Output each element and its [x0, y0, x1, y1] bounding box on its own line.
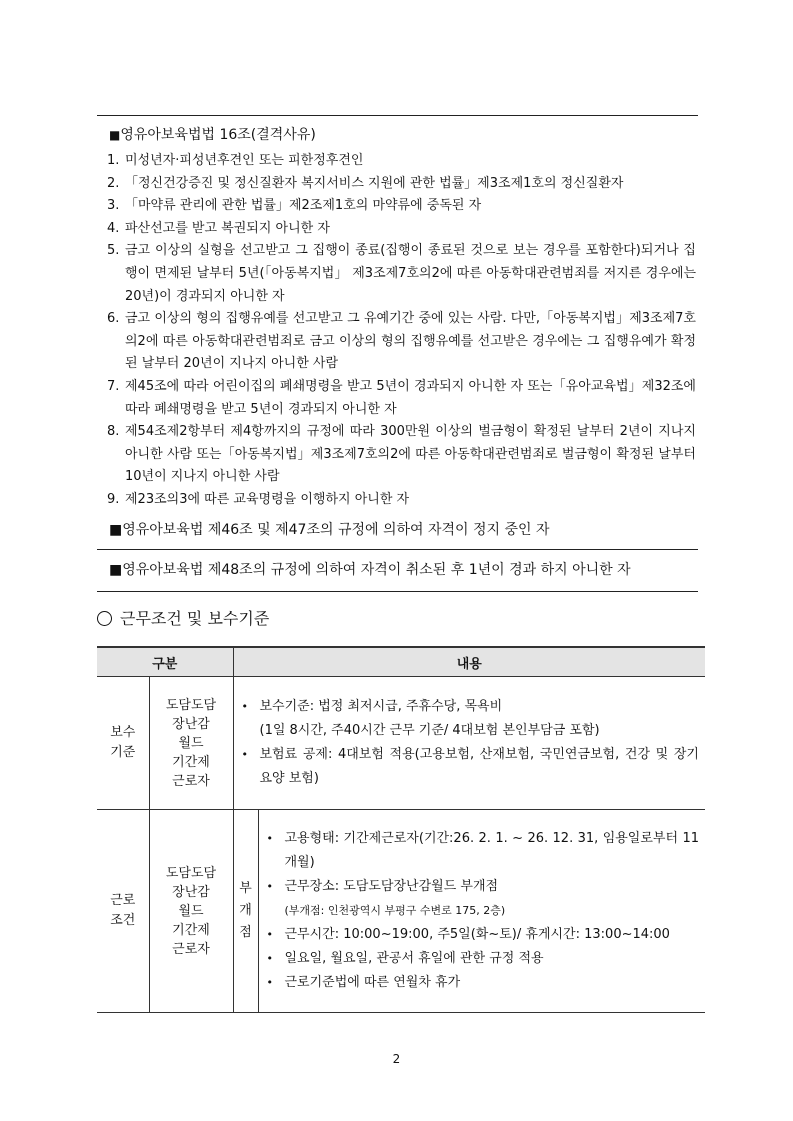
bullet-subtext: (부개점: 인천광역시 부평구 수변로 175, 2층)	[284, 904, 506, 917]
bullet-item	[267, 971, 700, 995]
list-item	[107, 489, 698, 512]
table-row-pay	[97, 677, 705, 810]
work-category: 근로 조건	[97, 810, 149, 1013]
table-row-work	[97, 810, 705, 1013]
list-item-number: 2.	[107, 175, 120, 191]
header-category: 구분	[97, 647, 233, 677]
divider	[97, 549, 698, 550]
bullet-item	[267, 923, 700, 947]
list-item-number: 5.	[107, 243, 120, 259]
list-item	[107, 218, 698, 241]
list-item-text: 금고 이상의 실형을 선고받고 그 집행이 종료(집행이 종료된 것으로 보는 경우를 포함한다)되거나 집행이 면제된 날부터 5년(「아동복지법」 제3조제7호의2에 따른 아동학대관련범죄를 저지른 경우에는 20년)이 경과되지 아니한 자	[125, 243, 696, 304]
bullet-item	[242, 743, 700, 791]
list-item	[107, 195, 698, 218]
header-content: 내용	[233, 647, 705, 677]
bullet-text: 보험료 공제: 4대보험 적용(고용보험, 산재보험, 국민연금보험, 건강 및 장기요양 보험)	[259, 747, 699, 786]
bullet-text: 보수기준: 법정 최저시급, 주휴수당, 목욕비 (1일 8시간, 주40시간 근무 기준/ 4대보험 본인부담금 포함)	[259, 699, 600, 738]
bullet-dot-icon: •	[266, 928, 273, 941]
bullet-text: 고용형태: 기간제근로자(기간:26. 2. 1. ~ 26. 12. 31, 임용일로부터 11개월)	[284, 831, 699, 870]
list-item-number: 1.	[107, 153, 120, 168]
square-bullet-icon: ■	[109, 521, 123, 538]
bullet-dot-icon: •	[266, 832, 273, 845]
list-item-text: 제23조의3에 따른 교육명령을 이행하지 아니한 자	[125, 491, 410, 507]
pay-target: 도담도담 장난감 월드 기간제 근로자	[149, 677, 233, 810]
list-item	[107, 376, 698, 421]
bullet-text: 근로기준법에 따른 연월차 휴가	[284, 975, 461, 990]
conditions-table	[97, 646, 705, 1013]
pay-category: 보수 기준	[97, 677, 149, 810]
disqualification-box	[97, 115, 698, 592]
bullet-item	[242, 695, 700, 743]
list-item	[107, 150, 698, 173]
bullet-item	[267, 827, 700, 875]
page-number: 2	[392, 1052, 401, 1066]
suspension-line: ■영유아보육법 제46조 및 제47조의 규정에 의하여 자격이 정지 중인 자	[109, 521, 550, 538]
list-item-text: 「정신건강증진 및 정신질환자 복지서비스 지원에 관한 법률」제3조제1호의 정신질환자	[125, 175, 624, 191]
work-content	[258, 810, 705, 1013]
list-item-text: 제45조에 따라 어린이집의 폐쇄명령을 받고 5년이 경과되지 아니한 자 또는「유아교육법」제32조에 따라 폐쇄명령을 받고 5년이 경과되지 아니한 자	[125, 378, 696, 417]
bullet-dot-icon: •	[266, 976, 273, 989]
list-item-number: 4.	[107, 220, 120, 236]
list-item	[107, 421, 698, 489]
list-item-text: 「마약류 관리에 관한 법률」제2조제1호의 마약류에 중독된 자	[125, 198, 482, 214]
list-item-number: 9.	[107, 491, 120, 507]
list-item-number: 6.	[107, 311, 120, 327]
bullet-item	[267, 875, 700, 923]
square-bullet-icon: ■	[109, 561, 123, 578]
disqualification-heading: ■영유아보육법법 16조(결격사유)	[109, 127, 316, 143]
list-item-text: 미성년자·피성년후견인 또는 피한정후견인	[125, 153, 364, 168]
list-item	[107, 240, 698, 308]
list-item-number: 8.	[107, 424, 120, 440]
bullet-dot-icon: •	[241, 748, 248, 761]
bullet-subtext: (1일 8시간, 주40시간 근무 기준/ 4대보험 본인부담금 포함)	[259, 723, 600, 738]
bullet-dot-icon: •	[266, 952, 273, 965]
bullet-dot-icon: •	[241, 700, 248, 713]
table-header-row	[97, 647, 705, 677]
disqualification-list	[107, 150, 698, 512]
section-title: 근무조건 및 보수기준	[97, 608, 269, 630]
square-bullet-icon: ■	[109, 128, 121, 142]
pay-content	[233, 677, 705, 810]
work-location: 부 개 점	[233, 810, 258, 1013]
list-item-text: 금고 이상의 형의 집행유예를 선고받고 그 유예기간 중에 있는 사람. 다만,「아동복지법」제3조제7호의2에 따른 아동학대관련범죄로 금고 이상의 형의 집행유예를 선고받은 경우에는 그 집행유예가 확정된 날부터 20년이 지나지 아니한 사람	[125, 311, 696, 372]
list-item-number: 3.	[107, 198, 120, 214]
bullet-text: 근무장소: 도담도담장난감월드 부개점 (부개점: 인천광역시 부평구 수변로 175, 2층)	[284, 879, 506, 917]
bullet-text: 근무시간: 10:00~19:00, 주5일(화~토)/ 휴게시간: 13:00~14:00	[284, 927, 670, 942]
bullet-item	[267, 947, 700, 971]
bullet-text: 일요일, 월요일, 관공서 휴일에 관한 규정 적용	[284, 951, 544, 966]
list-item-text: 파산선고를 받고 복권되지 아니한 자	[125, 220, 330, 236]
list-item-text: 제54조제2항부터 제4항까지의 규정에 따라 300만원 이상의 벌금형이 확정된 날부터 2년이 지나지 아니한 사람 또는「아동복지법」제3조제7호의2에 따른 아동학대관련범죄로 벌금형이 확정된 날부터 10년이 지나지 아니한 사람	[125, 424, 696, 485]
bullet-dot-icon: •	[266, 880, 273, 893]
list-item	[107, 173, 698, 196]
cancellation-line: ■영유아보육법 제48조의 규정에 의하여 자격이 취소된 후 1년이 경과 하지 아니한 자	[109, 561, 631, 578]
work-target: 도담도담 장난감 월드 기간제 근로자	[149, 810, 233, 1013]
circle-bullet-icon	[97, 611, 112, 626]
list-item	[107, 308, 698, 376]
list-item-number: 7.	[107, 378, 120, 394]
